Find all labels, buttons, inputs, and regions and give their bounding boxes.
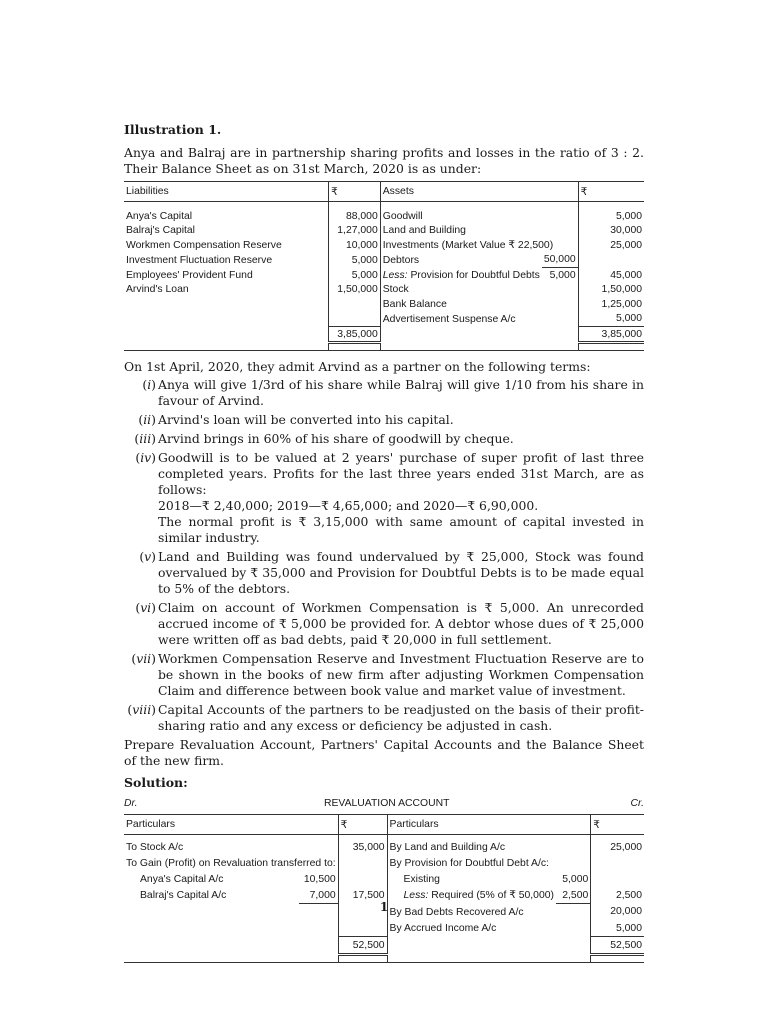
credit-amount: [591, 855, 644, 871]
asset-label-text: Provision for Doubtful Debts: [407, 269, 540, 281]
asset-amount: 30,000: [578, 224, 644, 239]
term-number: (vii): [131, 651, 156, 666]
total-credit: 52,500: [591, 937, 644, 955]
debit-particular: Anya's Capital A/c: [140, 873, 224, 885]
total-assets: 3,85,000: [578, 327, 644, 343]
term-number: (iii): [134, 431, 156, 446]
term-text: Arvind brings in 60% of his share of goodwill by cheque.: [158, 431, 514, 446]
asset-amount: 1,25,000: [578, 297, 644, 312]
asset-amount: 5,000: [578, 202, 644, 224]
table-row: [124, 238, 644, 253]
asset-sub-amount: [542, 283, 578, 298]
liability-amount: 88,000: [329, 202, 381, 224]
less-label: Less:: [382, 269, 408, 281]
header-assets: Assets: [380, 182, 578, 202]
asset-amount: 45,000: [578, 268, 644, 283]
asset-label: Advertisement Suspense A/c: [380, 312, 542, 327]
debit-amount: 35,000: [338, 835, 387, 856]
asset-sub-amount: [542, 312, 578, 327]
asset-label: Goodwill: [380, 202, 542, 224]
asset-label: [380, 268, 542, 283]
debit-sub-amount: 10,500: [303, 873, 336, 885]
page-number: 1: [379, 900, 389, 914]
header-liabilities: Liabilities: [124, 182, 329, 202]
credit-sub-amount: 2,500: [556, 887, 591, 904]
table-row: [124, 855, 644, 871]
header-rupee: ₹: [329, 182, 381, 202]
credit-amount: 20,000: [591, 904, 644, 921]
list-item: [124, 702, 644, 734]
asset-label: Debtors: [380, 253, 542, 268]
liability-amount: 5,000: [329, 268, 381, 283]
header-rupee: ₹: [578, 182, 644, 202]
less-label: Less:: [403, 890, 429, 902]
credit-amount: 5,000: [591, 920, 644, 937]
header-particulars: Particulars: [124, 815, 338, 835]
header-rupee: ₹: [338, 815, 387, 835]
asset-sub-amount: 5,000: [549, 269, 576, 281]
prepare-instruction: Prepare Revaluation Account, Partners' Capital Accounts and the Balance Sheet of the new firm.: [124, 737, 644, 768]
term-number: (ii): [138, 412, 156, 427]
table-row: [124, 224, 644, 239]
term-number: (iv): [135, 450, 156, 465]
debit-amount: [338, 871, 387, 887]
term-text: Land and Building was found undervalued by ₹ 25,000, Stock was found overvalued by ₹ 35,000 and Provision for Doubtful Debts is to be made equal to 5% of the debtors.: [158, 549, 644, 596]
debit-sub-amount: 7,000: [299, 887, 338, 904]
asset-sub-amount: [542, 297, 578, 312]
table-row: [124, 297, 644, 312]
asset-sub-amount: [542, 202, 578, 224]
list-item: [124, 412, 644, 428]
term-number: (vi): [135, 600, 156, 615]
table-row: [124, 312, 644, 327]
revaluation-heading: [124, 798, 644, 814]
asset-label: Investments (Market Value ₹ 22,500): [380, 238, 578, 253]
illustration-title: Illustration 1.: [124, 122, 222, 137]
table-row: [124, 253, 644, 268]
debit-particular: Balraj's Capital A/c: [140, 889, 227, 901]
term-text: Goodwill is to be valued at 2 years' purchase of super profit of last three completed years. Profits for the last three years ended 31st March, are as follows:: [158, 450, 644, 497]
credit-particular: By Land and Building A/c: [387, 835, 591, 856]
list-item: [124, 549, 644, 597]
liability-label: Investment Fluctuation Reserve: [126, 254, 273, 266]
balance-sheet-table: [124, 181, 644, 351]
list-item: [124, 450, 644, 546]
term-text: Claim on account of Workmen Compensation is ₹ 5,000. An unrecorded accrued income of ₹ 5,000 be provided for. A debtor whose dues of ₹ 25,000 were written off as bad debts, paid ₹ 20,000 in full settlement.: [158, 600, 644, 647]
liability-label: Anya's Capital: [126, 210, 193, 222]
liability-amount: [329, 312, 381, 327]
term-number: (viii): [127, 702, 156, 717]
term-text: Arvind's loan will be converted into his capital.: [158, 412, 454, 427]
table-row: [124, 835, 644, 856]
header-rupee: ₹: [591, 815, 644, 835]
total-row: [124, 327, 644, 343]
liability-amount: 1,50,000: [329, 283, 381, 298]
asset-sub-amount: 50,000: [542, 253, 578, 268]
credit-particular: By Bad Debts Recovered A/c: [387, 904, 591, 921]
liability-amount: 5,000: [329, 253, 381, 268]
credit-sub-amount: 5,000: [562, 873, 589, 885]
debit-particular: To Stock A/c: [126, 841, 184, 853]
list-item: [124, 377, 644, 409]
document-page: [124, 122, 644, 963]
table-row: [124, 283, 644, 298]
asset-amount: 1,50,000: [578, 283, 644, 298]
terms-intro: On 1st April, 2020, they admit Arvind as a partner on the following terms:: [124, 359, 591, 374]
liability-label: [124, 312, 329, 327]
liability-label: Balraj's Capital: [126, 225, 195, 237]
header-particulars: Particulars: [387, 815, 591, 835]
list-item: [124, 651, 644, 699]
asset-label: Land and Building: [380, 224, 542, 239]
intro-paragraph: Anya and Balraj are in partnership sharing profits and losses in the ratio of 3 : 2. Their Balance Sheet as on 31st March, 2020 is as under:: [124, 145, 644, 176]
credit-amount: 2,500: [591, 887, 644, 904]
solution-label: Solution:: [124, 775, 188, 790]
list-item: [124, 431, 644, 447]
credit-particular-text: Required (5% of ₹ 50,000): [428, 890, 554, 902]
asset-sub-amount: [542, 224, 578, 239]
liability-label: Arvind's Loan: [126, 284, 189, 296]
debit-particular: [124, 920, 338, 937]
revaluation-title: REVALUATION ACCOUNT: [324, 798, 450, 809]
table-row: [124, 871, 644, 887]
table-row: [124, 202, 644, 224]
asset-label: Bank Balance: [380, 297, 542, 312]
liability-label: Employees' Provident Fund: [126, 269, 253, 281]
asset-label: Stock: [380, 283, 542, 298]
debit-amount: [338, 855, 387, 871]
revaluation-table: [124, 814, 644, 963]
liability-label: Workmen Compensation Reserve: [126, 239, 282, 251]
cr-label: Cr.: [630, 798, 644, 809]
term-text: Anya will give 1/3rd of his share while Balraj will give 1/10 from his share in favour of Arvind.: [158, 377, 644, 408]
credit-particular: By Provision for Doubtful Debt A/c:: [387, 855, 591, 871]
credit-particular: By Accrued Income A/c: [387, 920, 591, 937]
total-row: [124, 937, 644, 955]
list-item: [124, 600, 644, 648]
liability-amount: [329, 297, 381, 312]
profit-figures: 2018—₹ 2,40,000; 2019—₹ 4,65,000; and 2020—₹ 6,90,000.: [158, 498, 539, 513]
credit-amount: [591, 871, 644, 887]
liability-amount: 10,000: [329, 238, 381, 253]
asset-amount: 25,000: [578, 238, 644, 253]
terms-list: [124, 377, 644, 734]
debit-amount: [338, 920, 387, 937]
table-row: [124, 268, 644, 283]
total-liabilities: 3,85,000: [329, 327, 381, 343]
liability-label: [124, 297, 329, 312]
liability-amount: 1,27,000: [329, 224, 381, 239]
term-text: Workmen Compensation Reserve and Investment Fluctuation Reserve are to be shown in the books of new firm after adjusting Workmen Compensation Claim and difference between book value and market value of investment.: [158, 651, 644, 698]
debit-amount: 17,500: [338, 887, 387, 904]
asset-amount: [578, 253, 644, 268]
debit-particular: To Gain (Profit) on Revaluation transferred to:: [126, 857, 336, 869]
normal-profit: The normal profit is ₹ 3,15,000 with same amount of capital invested in similar industry.: [158, 514, 644, 545]
asset-amount: 5,000: [578, 312, 644, 327]
dr-label: Dr.: [124, 798, 138, 809]
table-row: [124, 920, 644, 937]
total-debit: 52,500: [338, 937, 387, 955]
credit-particular: Existing: [387, 871, 556, 887]
term-number: (v): [139, 549, 156, 564]
credit-amount: 25,000: [591, 835, 644, 856]
term-number: (i): [142, 377, 156, 392]
term-text: Capital Accounts of the partners to be readjusted on the basis of their profit-sharing ratio and any excess or deficiency be adjusted in cash.: [158, 702, 644, 733]
